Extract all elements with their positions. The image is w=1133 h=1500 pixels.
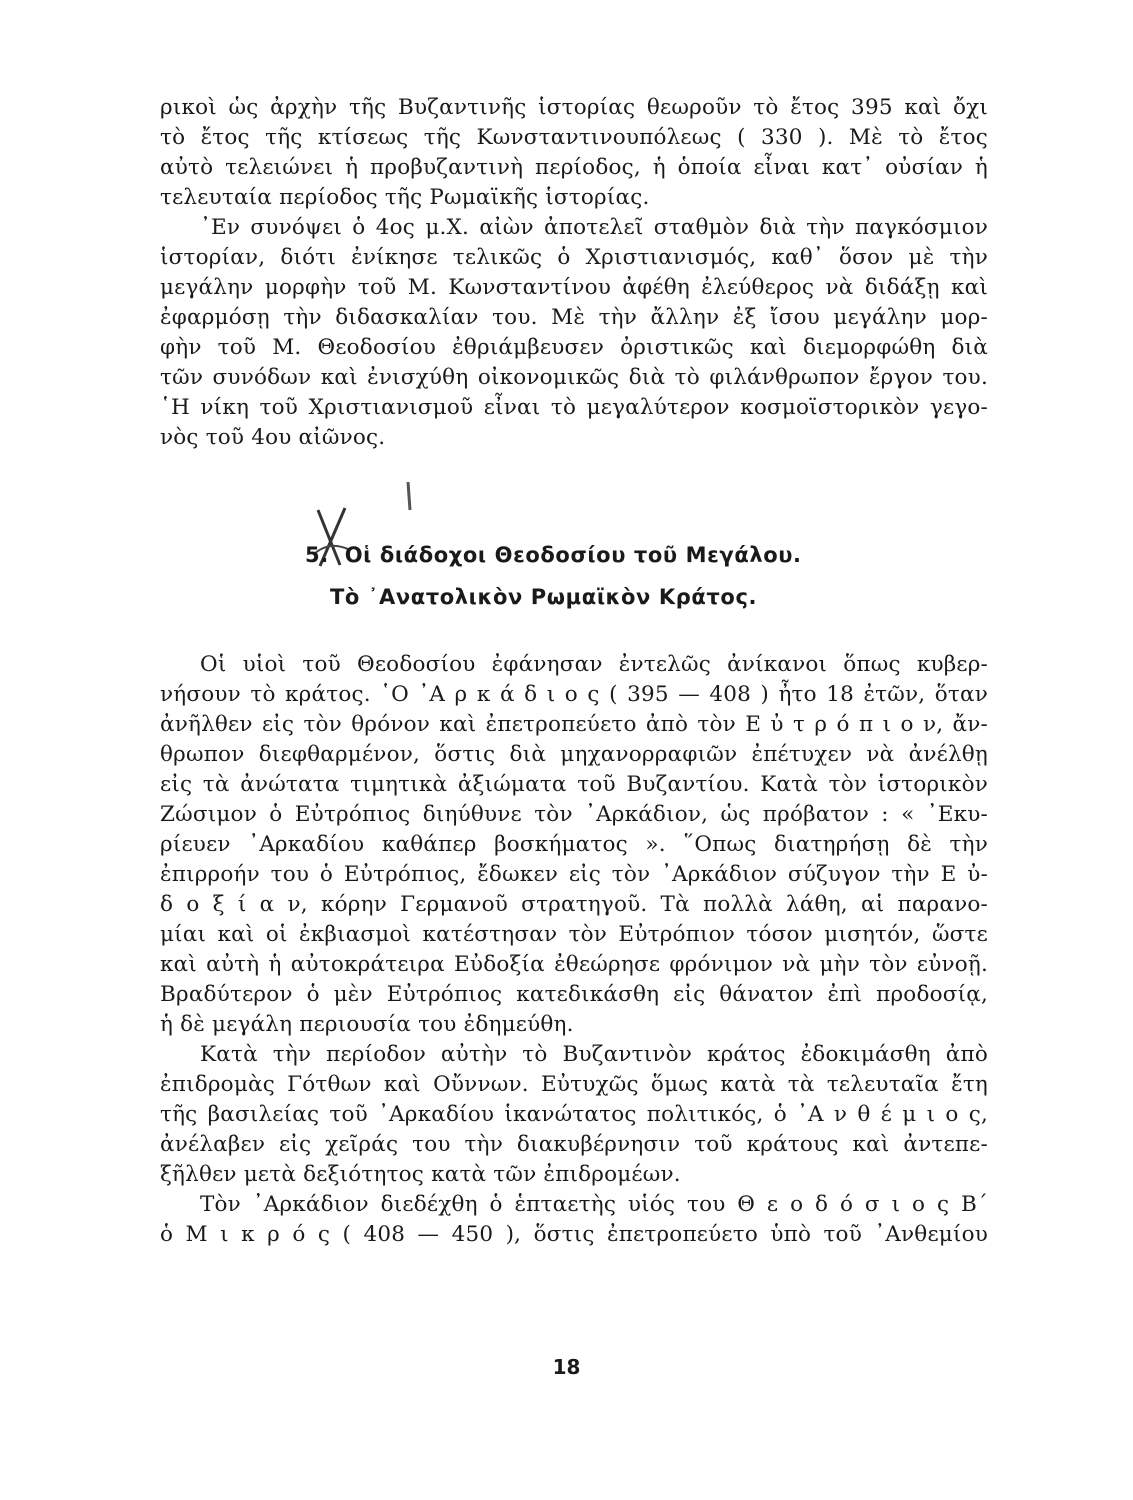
section-heading-line-1: Οἱ διάδοχοι Θεοδοσίου τοῦ Μεγάλου. [344, 543, 802, 567]
text-line: τελευταία περίοδος τῆς Ρωμαϊκῆς ἱστορίας. [160, 185, 650, 210]
section-heading-line-2: Τὸ ᾽Ανατολικὸν Ρωμαϊκὸν Κράτος. [330, 585, 758, 609]
text-line: ρικοὶ ὡς ἀρχὴν τῆς Βυζαντινῆς ἱστορίας θεωροῦν τὸ ἔτος 395 καὶ ὄχι [160, 95, 988, 120]
section-number: 5. [305, 543, 329, 567]
text-line: Κατὰ τὴν περίοδον αὐτὴν τὸ Βυζαντινὸν κράτος ἐδοκιμάσθη ἀπὸ [200, 1042, 988, 1067]
text-line: μεγάλην μορφὴν τοῦ Μ. Κωνσταντίνου ἀφέθη ἐλεύθερος νὰ διδάξῃ καὶ [160, 275, 988, 300]
text-line: ἐφαρμόσῃ τὴν διδασκαλίαν του. Μὲ τὴν ἄλλην ἐξ ἴσου μεγάλην μορ- [160, 305, 988, 330]
text-line: τὸ ἔτος τῆς κτίσεως τῆς Κωνσταντινουπόλεως ( 330 ). Μὲ τὸ ἔτος [160, 125, 988, 150]
text-line: δ ο ξ ί α ν, κόρην Γερμανοῦ στρατηγοῦ. Τὰ πολλὰ λάθη, αἱ παρανο- [160, 892, 988, 917]
text-line: καὶ αὐτὴ ἡ αὐτοκράτειρα Εὐδοξία ἐθεώρησε φρόνιμον νὰ μὴν τὸν εὐνοῇ. [160, 952, 988, 977]
page-number: 18 [552, 1355, 581, 1379]
text-line: ἱστορίαν, διότι ἐνίκησε τελικῶς ὁ Χριστιανισμός, καθ᾽ ὅσον μὲ τὴν [160, 245, 988, 270]
text-line: ἐπιρροήν του ὁ Εὐτρόπιος, ἔδωκεν εἰς τὸν ᾽Αρκάδιον σύζυγον τὴν Ε ὐ- [160, 862, 988, 887]
text-line: ἀνέλαβεν εἰς χεῖράς του τὴν διακυβέρνησιν τοῦ κράτους καὶ ἀντεπε- [160, 1132, 988, 1157]
text-line: φὴν τοῦ Μ. Θεοδοσίου ἐθριάμβευσεν ὀριστικῶς καὶ διεμορφώθη διὰ [160, 335, 988, 360]
text-line: ῾Η νίκη τοῦ Χριστιανισμοῦ εἶναι τὸ μεγαλύτερον κοσμοϊστορικὸν γεγο- [160, 395, 988, 420]
text-line: νὸς τοῦ 4ου αἰῶνος. [160, 425, 386, 450]
text-line: εἰς τὰ ἀνώτατα τιμητικὰ ἀξιώματα τοῦ Βυζαντίου. Κατὰ τὸν ἱστορικὸν [160, 772, 988, 797]
text-line: Ζώσιμον ὁ Εὐτρόπιος διηύθυνε τὸν ᾽Αρκάδιον, ὡς πρόβατον : « ᾽Εκυ- [160, 802, 988, 827]
text-line: ὁ Μ ι κ ρ ό ς ( 408 — 450 ), ὅστις ἐπετροπεύετο ὑπὸ τοῦ ᾽Ανθεμίου [160, 1222, 988, 1247]
text-line: ρίευεν ᾽Αρκαδίου καθάπερ βοσκήματος ». ῞Οπως διατηρήσῃ δὲ τὴν [160, 832, 988, 857]
text-line: τῆς βασιλείας τοῦ ᾽Αρκαδίου ἱκανώτατος πολιτικός, ὁ ᾽Α ν θ έ μ ι ο ς, [160, 1102, 988, 1127]
text-line: ξῆλθεν μετὰ δεξιότητος κατὰ τῶν ἐπιδρομέων. [160, 1162, 681, 1187]
text-line: Βραδύτερον ὁ μὲν Εὐτρόπιος κατεδικάσθη εἰς θάνατον ἐπὶ προδοσίᾳ, [160, 982, 988, 1007]
text-line: αὐτὸ τελειώνει ἡ προβυζαντινὴ περίοδος, ἡ ὁποία εἶναι κατ᾽ οὐσίαν ἡ [160, 155, 988, 180]
text-line: ἀνῆλθεν εἰς τὸν θρόνον καὶ ἐπετροπεύετο ἀπὸ τὸν Ε ὐ τ ρ ό π ι ο ν, ἄν- [160, 712, 988, 737]
text-line: νήσουν τὸ κράτος. ῾Ο ᾽Α ρ κ ά δ ι ο ς ( 395 — 408 ) ἦτο 18 ἐτῶν, ὅταν [160, 682, 988, 707]
text-line: ἐπιδρομὰς Γότθων καὶ Οὔννων. Εὐτυχῶς ὅμως κατὰ τὰ τελευταῖα ἔτη [160, 1072, 988, 1097]
text-line: μίαι καὶ οἱ ἐκβιασμοὶ κατέστησαν τὸν Εὐτρόπιον τόσον μισητόν, ὥστε [160, 922, 988, 947]
text-line: τῶν συνόδων καὶ ἐνισχύθη οἰκονομικῶς διὰ τὸ φιλάνθρωπον ἔργον του. [160, 365, 988, 390]
text-line: θρωπον διεφθαρμένον, ὅστις διὰ μηχανορραφιῶν ἐπέτυχεν νὰ ἀνέλθῃ [160, 742, 988, 767]
text-line: ἡ δὲ μεγάλη περιουσία του ἐδημεύθη. [160, 1012, 574, 1037]
text-line: Οἱ υἱοὶ τοῦ Θεοδοσίου ἐφάνησαν ἐντελῶς ἀνίκανοι ὅπως κυβερ- [200, 652, 988, 677]
text-line: ᾽Εν συνόψει ὁ 4ος μ.Χ. αἰὼν ἀποτελεῖ σταθμὸν διὰ τὴν παγκόσμιον [200, 215, 988, 240]
text-line: Τὸν ᾽Αρκάδιον διεδέχθη ὁ ἑπταετὴς υἱός του Θ ε ο δ ό σ ι ο ς Β´ [200, 1192, 988, 1217]
